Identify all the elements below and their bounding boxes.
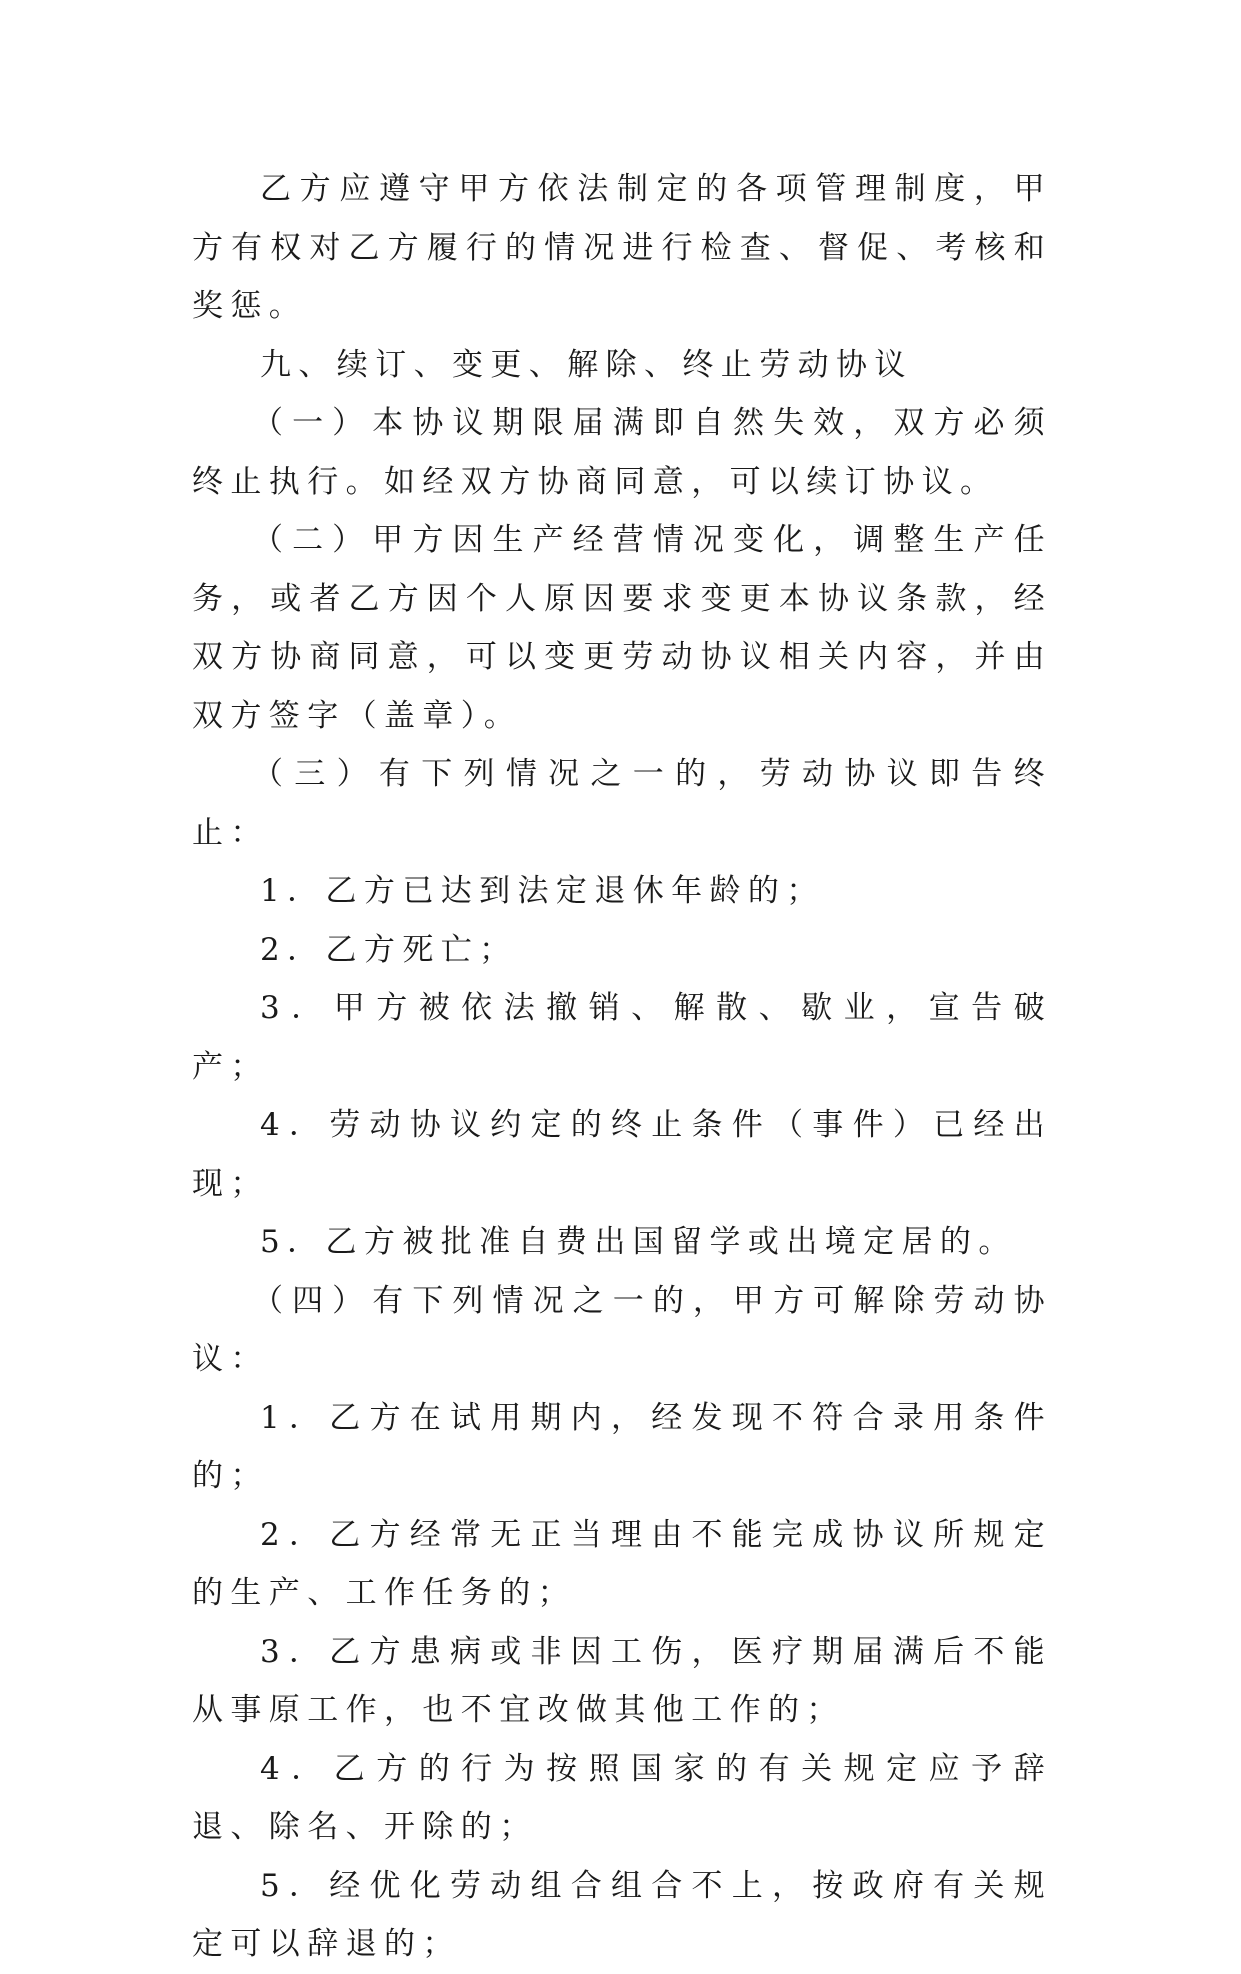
dismissal-item-5: 5．经优化劳动组合组合不上，按政府有关规定可以辞退的；	[192, 1867, 1052, 1962]
dismissal-item-3: 3．乙方患病或非因工伤，医疗期届满后不能从事原工作，也不宜改做其他工作的；	[192, 1633, 1052, 1728]
termination-item-1: 1．乙方已达到法定退休年龄的；	[260, 873, 825, 909]
termination-item-5: 5．乙方被批准自费出国留学或出境定居的。	[260, 1224, 1017, 1260]
clause-1-renewal: （一）本协议期限届满即自然失效，双方必须终止执行。如经双方协商同意，可以续订协议。	[192, 405, 1052, 500]
clause-2-change: （二）甲方因生产经营情况变化，调整生产任务，或者乙方因个人原因要求变更本协议条款，经双方协商同意，可以变更劳动协议相关内容，并由双方签字（盖章）。	[192, 522, 1052, 734]
section-heading-nine: 九、续订、变更、解除、终止劳动协议	[260, 346, 913, 383]
termination-item-2: 2．乙方死亡；	[260, 931, 518, 968]
paragraph-management-rules: 乙方应遵守甲方依法制定的各项管理制度，甲方有权对乙方履行的情况进行检查、督促、考核和奖惩。	[192, 171, 1052, 324]
termination-item-4: 4．劳动协议约定的终止条件（事件）已经出现；	[192, 1107, 1052, 1202]
document-body	[192, 160, 1052, 1974]
termination-item-3: 3．甲方被依法撤销、解散、歇业，宣告破产；	[192, 990, 1052, 1085]
clause-3-termination-heading: （三）有下列情况之一的，劳动协议即告终止：	[192, 756, 1052, 851]
dismissal-item-1: 1．乙方在试用期内，经发现不符合录用条件的；	[192, 1399, 1052, 1494]
dismissal-item-2: 2．乙方经常无正当理由不能完成协议所规定的生产、工作任务的；	[192, 1516, 1052, 1611]
dismissal-item-4: 4．乙方的行为按照国家的有关规定应予辞退、除名、开除的；	[192, 1750, 1052, 1845]
clause-4-dismissal-heading: （四）有下列情况之一的，甲方可解除劳动协议：	[192, 1282, 1052, 1377]
